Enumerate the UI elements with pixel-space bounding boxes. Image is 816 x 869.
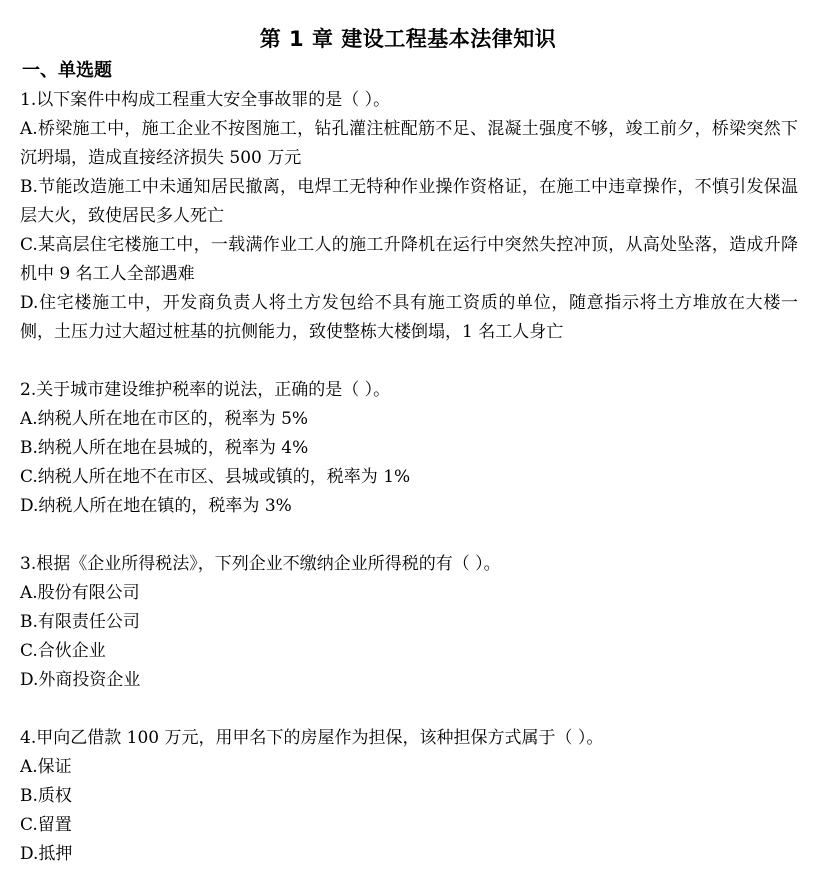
question-3 [20, 550, 798, 695]
chapter-title: 第 1 章 建设工程基本法律知识 [259, 27, 557, 51]
question-1 [20, 86, 798, 347]
question-stem: 1.以下案件中构成工程重大安全事故罪的是（ ）。 [20, 90, 391, 110]
option-b: B.有限责任公司 [20, 612, 140, 632]
option-c: C.某高层住宅楼施工中，一载满作业工人的施工升降机在运行中突然失控冲顶，从高处坠落，造成升降机中 9 名工人全部遇难 [20, 235, 798, 284]
question-list [20, 86, 798, 869]
question-stem: 3.根据《企业所得税法》，下列企业不缴纳企业所得税的有（ ）。 [20, 554, 501, 574]
question-stem: 2.关于城市建设维护税率的说法，正确的是（ ）。 [20, 380, 391, 400]
option-c: C.纳税人所在地不在市区、县城或镇的，税率为 1% [20, 467, 411, 487]
question-stem: 4.甲向乙借款 100 万元，用甲名下的房屋作为担保，该种担保方式属于（ ）。 [20, 728, 604, 748]
option-d: D.外商投资企业 [20, 670, 141, 690]
option-c: C.合伙企业 [20, 641, 106, 661]
option-d: D.住宅楼施工中，开发商负责人将土方发包给不具有施工资质的单位，随意指示将土方堆放在大楼一侧，土压力过大超过桩基的抗侧能力，致使整栋大楼倒塌，1 名工人身亡 [20, 293, 798, 342]
section-title: 一、单选题 [22, 60, 112, 81]
option-b: B.节能改造施工中未通知居民撤离，电焊工无特种作业操作资格证，在施工中违章操作，不慎引发保温层大火，致使居民多人死亡 [20, 177, 798, 226]
question-4 [20, 724, 798, 869]
option-b: B.纳税人所在地在县城的，税率为 4% [20, 438, 309, 458]
option-a: A.桥梁施工中，施工企业不按图施工，钻孔灌注桩配筋不足、混凝土强度不够，竣工前夕，桥梁突然下沉坍塌，造成直接经济损失 500 万元 [20, 119, 798, 168]
option-d: D.纳税人所在地在镇的，税率为 3% [20, 496, 292, 516]
option-a: A.股份有限公司 [20, 583, 140, 603]
option-a: A.纳税人所在地在市区的，税率为 5% [20, 409, 309, 429]
option-c: C.留置 [20, 815, 72, 835]
question-2 [20, 376, 798, 521]
spacer [20, 695, 798, 724]
option-d: D.抵押 [20, 844, 73, 864]
option-b: B.质权 [20, 786, 72, 806]
spacer [20, 347, 798, 376]
option-a: A.保证 [20, 757, 72, 777]
spacer [20, 521, 798, 550]
